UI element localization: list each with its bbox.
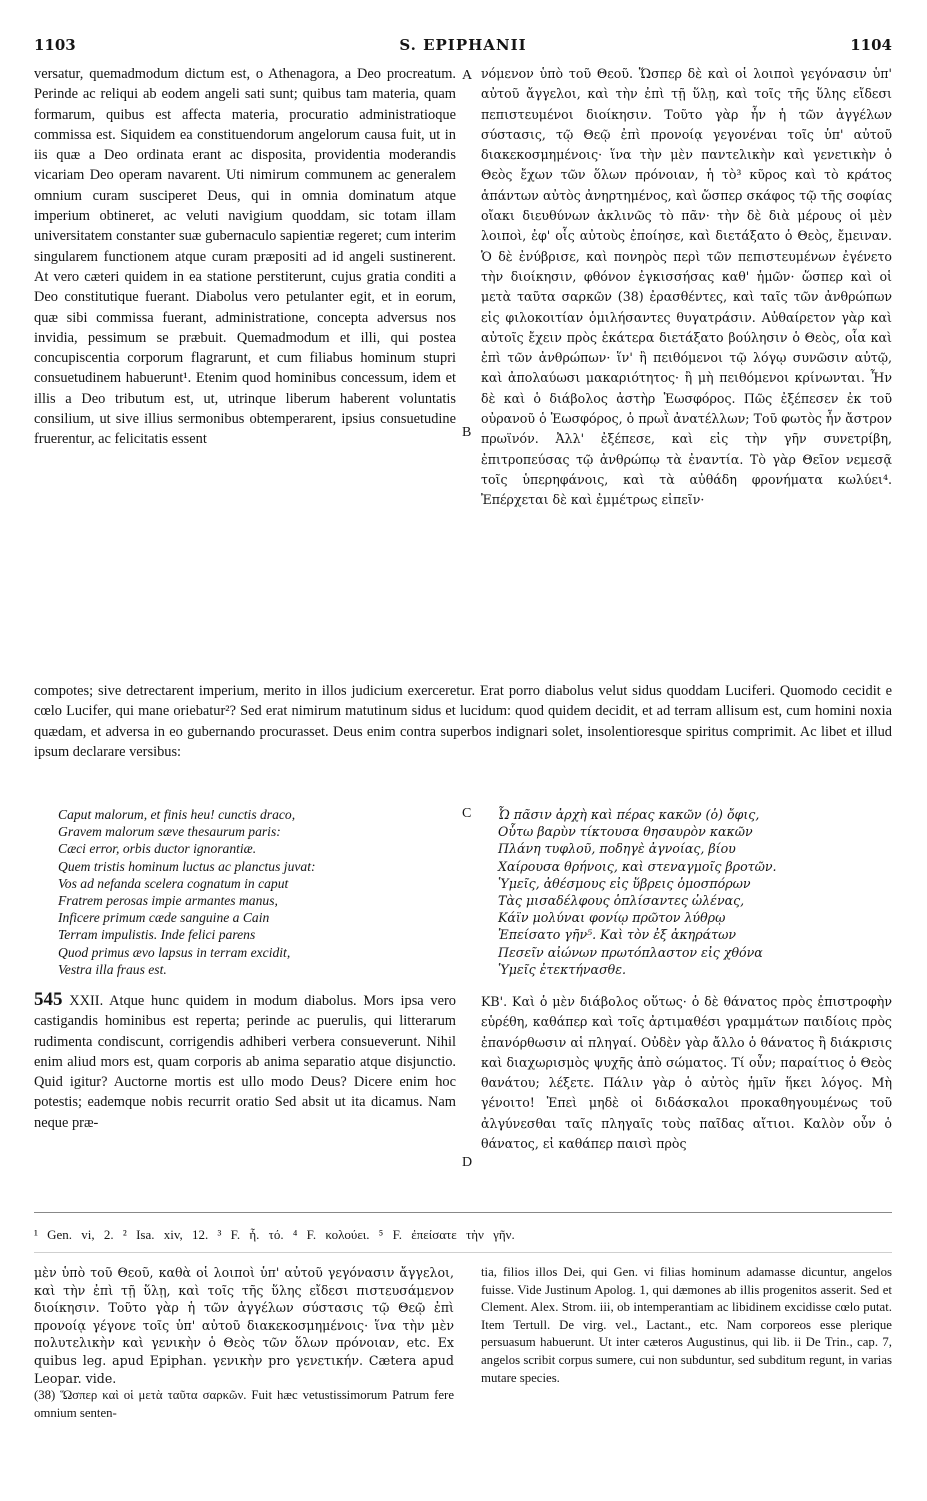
verse-line: Τὰς μισαδέλφους ὁπλίσαντες ὠλένας, [498, 893, 745, 909]
notes-column-left [34, 1264, 454, 1422]
verse-line: Οὗτω βαρὺν τίκτουσα θησαυρὸν κακῶν [498, 824, 753, 840]
note-paragraph: μὲν ὑπὸ τοῦ Θεοῦ, καθὰ οἱ λοιποὶ ὑπ' αὐτοῦ γεγόνασιν ἄγγελοι, καὶ τὴν ἐπὶ τῇ ὕλῃ, καὶ τοῖς τῆς ὕλης εἴδεσι πιστευσάμενον διοίκησιν. Τοῦτο γὰρ ἡ τῶν ἀγγέλων σύστασις τῷ Θεῷ ἐπὶ προνοίᾳ γέγονε τοῖς ὑπ' αὐτοῦ διακεκοσμημένοις· ἵνα τὴν μὲν πολυτελικὴν καὶ γενικὴν ὁ Θεὸς τῶν ὅλων πρόνοιαν, etc. Ex quibus leg. apud Epiphan. γενικὴν pro γενετικήν. Cætera apud Leopar. vide. [34, 1265, 454, 1386]
greek-column-lower [481, 992, 892, 1154]
footnote-divider [34, 1212, 892, 1213]
page-number-right: 1104 [850, 36, 892, 54]
greek-verses [498, 806, 777, 978]
verse-line: Fratrem perosas impie armantes manus, [58, 893, 278, 909]
verse-line: Vestra illa fraus est. [58, 961, 167, 977]
verse-line: Ὑμεῖς ἐτεκτήνασθε. [498, 961, 627, 977]
verse-line: Terram impulistis. Inde felici parens [58, 927, 256, 943]
running-title: S. EPIPHANII [399, 36, 527, 54]
margin-marker-b: B [462, 425, 472, 440]
latin-column-lower [34, 990, 456, 1133]
margin-marker-a: A [462, 68, 473, 83]
verse-line: Ἐπείσατο γῆν⁵. Καὶ τὸν ἐξ ἀκηράτων [498, 927, 737, 943]
notes-column-right [481, 1264, 892, 1387]
greek-paragraph: ΚΒ'. Καὶ ὁ μὲν διάβολος οὕτως· ὁ δὲ θάνατος πρὸς ἐπιστροφὴν εὑρέθη, καθάπερ καὶ τοῖς ἀρτιμαθέσι γραμμάτων παιδίοις πρὸς ἐπανόρθωσιν αἱ πληγαί. Οὐδὲν γὰρ ἄλλο ὁ θάνατος ἢ διάκρισις καὶ διαχωρισμὸς ψυχῆς ἀπὸ σώματος. Τί οὖν; παραίτιος ὁ Θεὸς θανάτου; λέξετε. Πάλιν γὰρ ὁ αὐτὸς ἡμῖν ἥκει λόγος. Μὴ γένοιτο! Ἐπεὶ μηδὲ οἱ διδάσκαλοι προκαθηγουμένως τοῦ ἀλγύνεσθαι ταῖς πληγαῖς τοὺς παῖδας αἴτιοι. Καλὸν οὖν ὁ θάνατος, εἰ καθάπερ παισὶ πρὸς [481, 994, 892, 1152]
latin-paragraph [34, 990, 456, 1133]
verse-line: Cæci error, orbis ductor ignorantiæ. [58, 841, 257, 857]
verse-line: Caput malorum, et finis heu! cunctis draco, [58, 807, 296, 822]
page-header [34, 36, 892, 58]
verse-line: Πεσεῖν αἰώνων πρωτόπλαστον εἰς χθόνα [498, 944, 763, 960]
note-paragraph: tia, filios illos Dei, qui Gen. vi filias hominum adamasse dicuntur, angelos fuisse. Vide Justinum Apolog. 1, qui dæmones ab illis progenitos asserit. Sed et Clement. Alex. Strom. iii, ob intemperantiam ac libidinem excidisse cœlo putat. Item Tertull. De virg. vel., Lactant., etc. Nam corporeos esse plerique persuasum habuerunt. Ut inter cæteros Augustinus, qui lib. ii De Trin., cap. 7, angelos scribit corpus sumere, cui non subduntur, sed subditum regunt, in varias mutare species. [481, 1265, 892, 1385]
page-number-left: 1103 [34, 36, 76, 54]
greek-paragraph: νόμενον ὑπὸ τοῦ Θεοῦ. Ὥσπερ δὲ καὶ οἱ λοιποὶ γεγόνασιν ὑπ' αὐτοῦ ἄγγελοι, καὶ τὴν ἐπὶ τῇ ὕλῃ, καὶ τοῖς τῆς ὕλης εἴδεσι πεπιστευμένοι διοίκησιν. Τοῦτο γὰρ ἦν ἡ τῶν ἀγγέλων σύστασις, τῷ Θεῷ ἐπὶ προνοίᾳ γεγονέναι τοῖς ὑπ' αὐτοῦ διακεκοσμημένοις· ἵνα τὴν μὲν παντελικὴν καὶ γενετικὴν ὁ Θεὸς ἔχων τῶν ὅλων πρόνοιαν, ἡ τὸ³ κῦρος καὶ τὸ κράτος ἁπάντων αὐτὸς ἀνηρτημένος, καὶ ὥσπερ σκάφος τῷ τῆς σοφίας οἴακι διευθύνων ἀκλινῶς τὸ πᾶν· τὴν δὲ διὰ μέρους οἱ μὲν λοιποὶ, ἐφ' οἷς αὐτοὺς ἐποίησε, καὶ διετάξατο ὁ Θεὸς, ἔμειναν. Ὁ δὲ ἐνύβρισε, καὶ πονηρὸς περὶ τῶν πεπιστευμένων ἐγένετο τὴν διοίκησιν, φθόνον ἐγκισσήσας καθ' ἡμῶν· ὥσπερ καὶ οἱ μετὰ ταῦτα σαρκῶν (38) ἐρασθέντες, καὶ ταῖς τῶν ἀνθρώπων εἰς φιλοκοιτίαν ὁμιλήσαντες θυγατράσιν. Αὐθαίρετον γὰρ καὶ αὐτοῖς ἔχειν πρὸς ἑκάτερα διετάξατο βούλησιν ὁ Θεὸς, οἷα καὶ ἐπὶ τῶν ἀνθρώπων· ἵν' ἢ πειθόμενοι τῷ λόγῳ συνῶσιν αὐτῷ, καὶ ἀπολαύωσι μακαριότητος· ἢ μὴ πειθόμενοι κρίνωνται. Ἦν δὲ καὶ ὁ διάβολος ἀστὴρ Ἑωσφόρος. Πῶς ἐξέπεσεν ἐκ τοῦ οὐρανοῦ ὁ Ἑωσφόρος, ὁ πρωῒ ἀνατέλλων; Τοῦ φωτὸς ἦν ἄστρον πρωϊνόν. Ἀλλ' ἐξέπεσε, καὶ εἰς τὴν γῆν συνετρίβη, ἐπιτροπεύσας τῷ ἀνθρώπῳ τὰ ἐναντία. Τὸ γὰρ Θεῖον νεμεσᾷ τοῖς ὑπερηφάνοις, καὶ τὰ αὐθάδη φρονήματα κωλύει⁴. Ἐπέρχεται δὲ καὶ ἐμμέτρως εἰπεῖν· [481, 66, 892, 508]
latin-column-upper [34, 64, 456, 450]
verse-line: Inficere primum cæde sanguine a Cain [58, 910, 270, 926]
verse-line: Ὦ πᾶσιν ἀρχὴ καὶ πέρας κακῶν (ὁ) ὄφις, [498, 807, 760, 822]
verse-line: Quod primus ævo lapsus in terram excidit, [58, 944, 291, 960]
note-paragraph: (38) Ὥσπερ καὶ οἱ μετὰ ταῦτα σαρκῶν. Fuit hæc vetustissimorum Patrum fere omnium senten- [34, 1388, 454, 1420]
verse-line: Gravem malorum sæve thesaurum paris: [58, 824, 281, 840]
full-width-passage: compotes; sive detrectarent imperium, merito in illos judicium exerceretur. Erat porro diabolus velut sidus quoddam Luciferi. Quomodo cecidit e cœlo Lucifer, qui mane oriebatur²? Sed erat nimirum matutinum sidus et lucidum: quod quidem decidit, et ad terram allisum est, cum homini noxia quædam, et adversa in eo gubernando procurasset. Deus enim contra superbos indignari solet, insolentioresque spiritus comprimit. Ac libet et illud ipsum declarare versibus: [34, 683, 892, 760]
verse-line: Κάϊν μολύναι φονίῳ πρῶτον λύθρῳ [498, 910, 726, 926]
margin-marker-c: C [462, 806, 472, 821]
latin-verses [58, 806, 316, 978]
verse-line: Πλάνη τυφλοῦ, ποδηγὲ ἀγνοίας, βίου [498, 841, 736, 857]
greek-column-upper [481, 64, 892, 511]
verse-line: Χαίρουσα θρήνοις, καὶ στεναγμοῖς βροτῶν. [498, 858, 777, 874]
margin-marker-d: D [462, 1155, 473, 1170]
verse-line: Quem tristis hominum luctus ac planctus juvat: [58, 858, 316, 874]
latin-paragraph: versatur, quemadmodum dictum est, o Athenagora, a Deo procreatum. Perinde ac reliqui ab eodem angeli sati sunt; quibus tam materia, quam formarum, quibus est affecta materia, procuratio administratioque commissa est. Siquidem ea constituendorum angelorum causa fuit, ut in iis quæ a Deo ordinata erant ac disposita, providentia moderandis vicariam Deo operam navarent. Uti nimirum communem ac generalem omnium curam susciperet Deus, qui in omnia dominatum atque imperium obtineret, ac veluti navigium quoddam, sic totam illam universitatem constanter suæ gubernaculo sapientiæ regeret; cum interim singularem functionem atque curam præpositi ad id angeli sustinerent. At vero cæteri quidem in ea statione perstiterunt, cujus gratia conditi a Deo constitutique fuerant. Diabolus vero petulanter egit, et in eorum, quæ sibi commissa fuerant, administratione, concepta adversus nos invidia, pessimum se præbuit. Quemadmodum et illi, qui postea concupiscentia corporum flagrarunt, et cum filiabus hominum stupri consuetudinem habuerunt¹. Etenim quod hominibus concessum, idem et illis a Deo tributum est, ut, utrinque liberum haberent voluntatis consilium, ut sive illius sermonibus obtemperarent, ipsius consuetudine fruerentur, ac felicitatis essent [34, 66, 456, 448]
section-number: 545 [34, 989, 63, 1010]
notes-divider [34, 1252, 892, 1253]
verse-line: Vos ad nefanda scelera cognatum in caput [58, 875, 289, 891]
verse-line: Ὑμεῖς, ἀθέσμους εἰς ὕβρεις ὁμοσπόρων [498, 875, 751, 891]
section-text: XXII. Atque hunc quidem in modum diabolus. Mors ipsa vero castigandis hominibus est reperta; perinde ac puerulis, qui litterarum rudimenta condiscunt, corrigendis adhiberi verbera consueverunt. Nihil enim aliud mors est, quam corporis ab anima separatio atque disjunctio. Quid igitur? Auctorne mortis est ullo modo Deus? Dicere enim hoc potestis; eademque nobis recurrit oratio Sed absit ut ita dicamus. Nam neque præ- [34, 993, 456, 1131]
footnotes: ¹ Gen. vi, 2. ² Isa. xiv, 12. ³ F. ἧ. τό. ⁴ F. κολούει. ⁵ F. ἐπείσατε τὴν γῆν. [34, 1227, 515, 1242]
